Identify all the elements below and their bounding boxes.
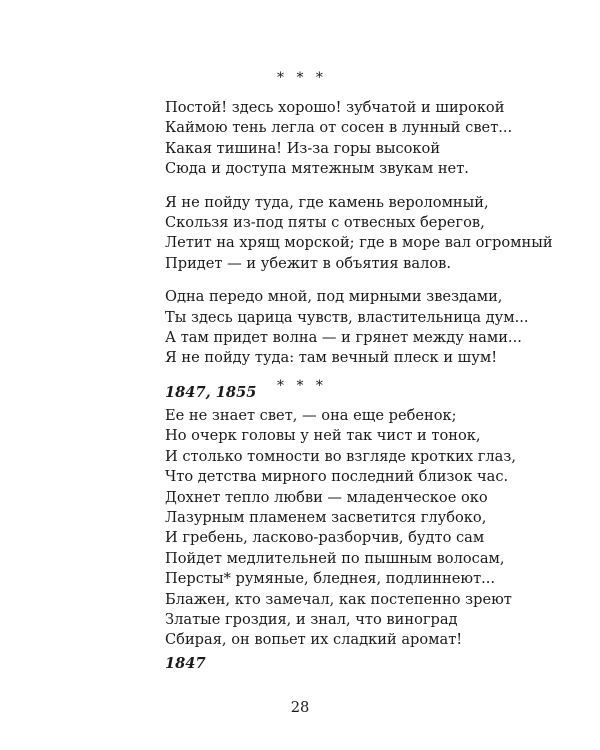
poem-line: Сбирая, он вопьет их сладкий аромат! [165,631,463,649]
poem-line: А там придет волна — и грянет между нами... [165,329,522,347]
stanza-2 [165,193,565,275]
poem-date: 1847 [165,654,206,672]
poem-line: Летит на хрящ морской; где в море вал огромный [165,234,553,252]
poem-line: Постой! здесь хорошо! зубчатой и широкой [165,99,505,116]
poem-line: Лазурным пламенем засветится глубоко, [165,509,487,527]
page-number: 28 [290,699,310,716]
poem-line: Ты здесь царица чувств, властительница дум... [165,308,529,326]
poem-2 [165,376,565,675]
stanza-3 [165,287,565,369]
poem-line: Что детства мирного последний близок час. [165,468,509,486]
poem-line: Я не пойду туда, где камень вероломный, [165,193,489,211]
poem-line: И столько томности во взгляде кротких глаз, [165,447,516,465]
poem-line: И гребень, ласково-разборчив, будто сам [165,529,485,547]
section-separator: * * * [277,378,327,394]
stanza-1 [165,406,565,651]
poem-line: Дохнет тепло любви — младенческое око [165,488,488,506]
poem-line: Блажен, кто замечал, как постепенно зреют [165,590,512,608]
poem-line: Персты* румяные, бледнея, подлиннеют... [165,570,496,588]
poem-line: Придет — и убежит в объятия валов. [165,254,451,272]
poem-line: Каймою тень легла от сосен в лунный свет... [165,119,513,137]
poem-line: Пойдет медлительней по пышным волосам, [165,549,505,567]
poem-line: Но очерк головы у ней так чист и тонок, [165,427,481,445]
poem-line: Одна передо мной, под мирными звездами, [165,288,503,306]
poem-1 [165,68,565,404]
poem-line: Ее не знает свет, — она еще ребенок; [165,407,457,424]
poem-date: 1847, 1855 [165,383,257,401]
poem-line: Сюда и доступа мятежным звукам нет. [165,160,469,178]
section-separator: * * * [277,70,327,86]
stanza-1 [165,98,565,180]
poem-line: Какая тишина! Из-за горы высокой [165,139,441,157]
poem-line: Скользя из-под пяты с отвесных берегов, [165,214,485,232]
poem-line: Златые гроздия, и знал, что виноград [165,611,458,629]
poem-line: Я не пойду туда: там вечный плеск и шум! [165,349,498,367]
